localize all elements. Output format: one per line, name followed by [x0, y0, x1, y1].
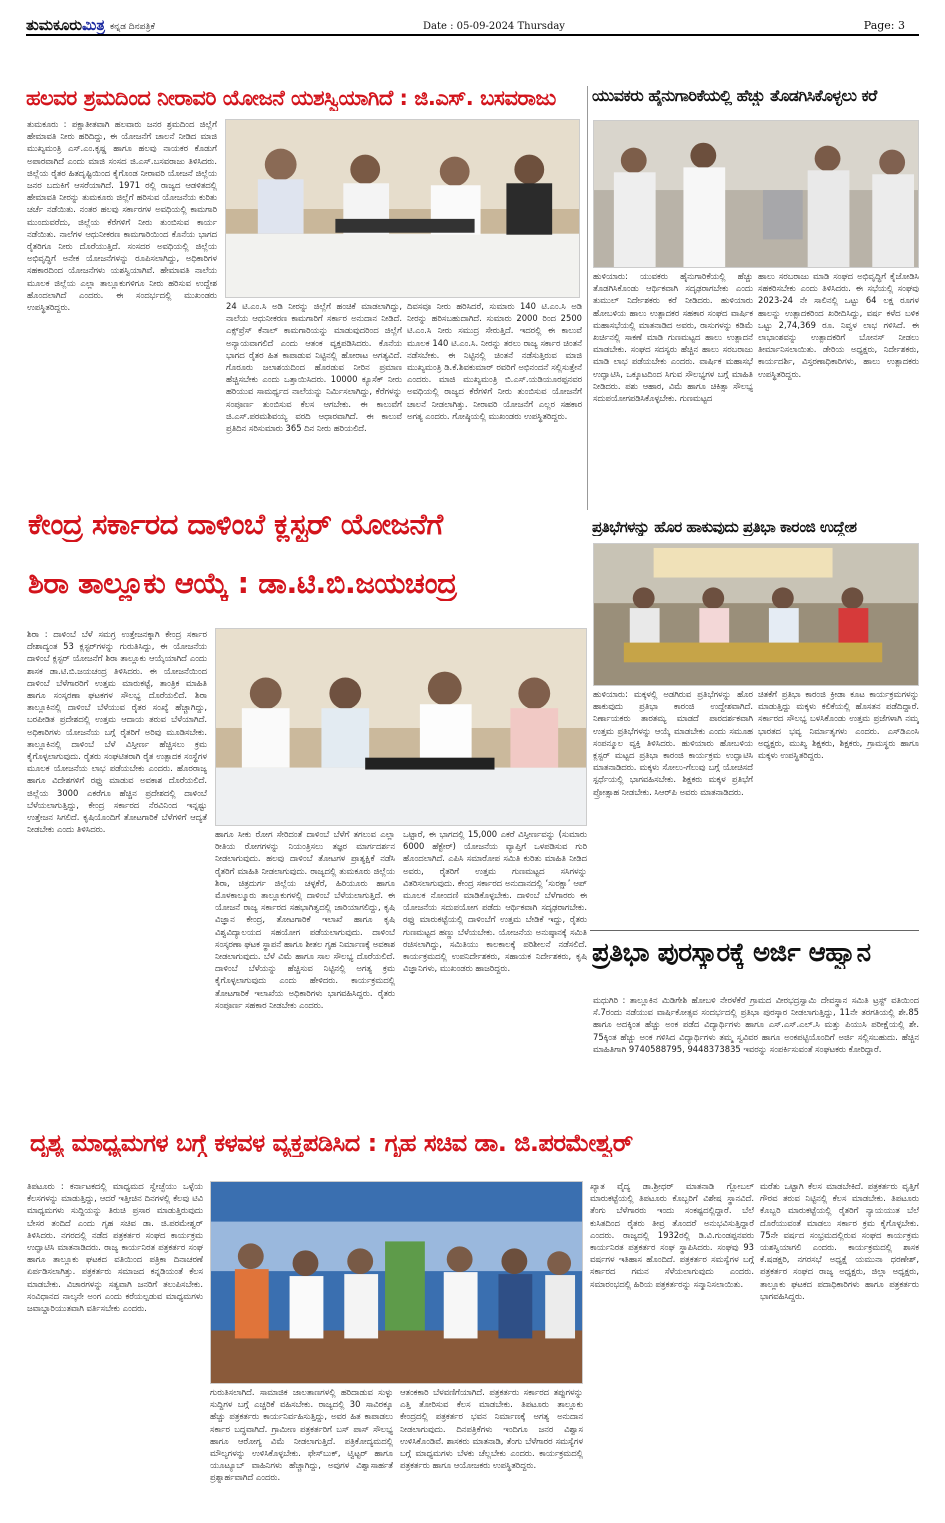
story6-col5: ಮರೆತು ಒಟ್ಟಾಗಿ ಕೆಲಸ ಮಾಡಬೇಕಿದೆ. ಪತ್ರಕರ್ತರು ವೃತ್ತಿಗೆ ಗೌರವ ತರುವ ನಿಟ್ಟಿನಲ್ಲಿ ಕೆಲಸ ಮಾಡಬೇಕು. ತಿಪಟೂರು ಕೊಬ್ಬರಿ ಮಾರುಕಟ್ಟೆಯಲ್ಲಿ ರೈತರಿಗೆ ನ್ಯಾಯಯುತ ಬೆಲೆ ದೊರೆಯುವಂತೆ ಮಾಡಲು ಸರ್ಕಾರ ಕ್ರಮ ಕೈಗೊಳ್ಳಬೇಕು. 75ನೇ ವರ್ಷದ ಸಂಭ್ರಮದಲ್ಲಿರುವ ಸಂಘದ ಕಾರ್ಯಕ್ರಮ ಯಶಸ್ವಿಯಾಗಲಿ ಎಂದರು. ಕಾರ್ಯಕ್ರಮದಲ್ಲಿ ಶಾಸಕ ಕೆ.ಷಡಕ್ಷರಿ, ನಗರಸಭೆ ಅಧ್ಯಕ್ಷೆ ಯಮುನಾ ಧರಣೇಶ್, ಪತ್ರಕರ್ತರ ಸಂಘದ ರಾಜ್ಯ ಅಧ್ಯಕ್ಷರು, ಜಿಲ್ಲಾ ಅಧ್ಯಕ್ಷರು, ತಾಲ್ಲೂಕು ಘಟಕದ ಪದಾಧಿಕಾರಿಗಳು ಹಾಗೂ ಪತ್ರಕರ್ತರು ಭಾಗವಹಿಸಿದ್ದರು.: [760, 1181, 919, 1301]
story4-col3: ಒಟ್ಟಾರೆ, ಈ ಭಾಗದಲ್ಲಿ 15,000 ಎಕರೆ ವಿಸ್ತೀರ್ಣವನ್ನು (ಸುಮಾರು 6000 ಹೆಕ್ಟೇರ್) ಯೋಜನೆಯ ವ್ಯಾಪ್ತಿಗೆ ಒಳಪಡಿಸುವ ಗುರಿ ಹೊಂದಲಾಗಿದೆ. ಎಪಿಸಿ ಸಮಾರೋಪ ಸಮಿತಿ ಕುರಿತು ಮಾಹಿತಿ ನೀಡಿದ ಅವರು, ರೈತರಿಗೆ ಉತ್ತಮ ಗುಣಮಟ್ಟದ ಸಸಿಗಳನ್ನು ವಿತರಿಸಲಾಗುವುದು. ಕೇಂದ್ರ ಸರ್ಕಾರದ ಅನುದಾನದಲ್ಲಿ ‘ಸುರಕ್ಷಾ’ ಆಪ್ ಮೂಲಕ ನೋಂದಣಿ ಮಾಡಿಕೊಳ್ಳಬೇಕು. ದಾಳಿಂಬೆ ಬೆಳೆಗಾರರು ಈ ಯೋಜನೆಯ ಸದುಪಯೋಗ ಪಡೆದು ಆರ್ಥಿಕವಾಗಿ ಸದೃಢರಾಗಬೇಕು. ರಫ್ತು ಮಾರುಕಟ್ಟೆಯಲ್ಲಿ ದಾಳಿಂಬೆಗೆ ಉತ್ತಮ ಬೇಡಿಕೆ ಇದ್ದು, ರೈತರು ಗುಣಮಟ್ಟದ ಹಣ್ಣು ಬೆಳೆಯಬೇಕು. ಯೋಜನೆಯ ಅನುಷ್ಠಾನಕ್ಕೆ ಸಮಿತಿ ರಚಿಸಲಾಗಿದ್ದು, ಸಮಿತಿಯು ಕಾಲಕಾಲಕ್ಕೆ ಪರಿಶೀಲನೆ ನಡೆಸಲಿದೆ. ಕಾರ್ಯಕ್ರಮದಲ್ಲಿ ಉಪನಿರ್ದೇಶಕರು, ಸಹಾಯಕ ನಿರ್ದೇಶಕರು, ಕೃಷಿ ವಿಜ್ಞಾನಿಗಳು, ಮುಖಂಡರು ಹಾಜರಿದ್ದರು.: [403, 829, 587, 974]
story1-photo: [225, 119, 580, 298]
dairy-meeting-photo: [594, 121, 918, 267]
story6-col3: ಆತಂಕಕಾರಿ ಬೆಳವಣಿಗೆಯಾಗಿದೆ. ಪತ್ರಕರ್ತರು ಸರ್ಕಾರದ ತಪ್ಪುಗಳನ್ನು ಎತ್ತಿ ತೋರಿಸುವ ಕೆಲಸ ಮಾಡಬೇಕು. ತಿಪಟೂರು ತಾಲ್ಲೂಕು ಕೇಂದ್ರದಲ್ಲಿ ಪತ್ರಕರ್ತರ ಭವನ ನಿರ್ಮಾಣಕ್ಕೆ ಅಗತ್ಯ ಅನುದಾನ ನೀಡಲಾಗುವುದು. ದಿನಪತ್ರಿಕೆಗಳು ಇಂದಿಗೂ ಜನರ ವಿಶ್ವಾಸ ಉಳಿಸಿಕೊಂಡಿವೆ. ಶಾಸಕರು ಮಾತನಾಡಿ, ತೆಂಗು ಬೆಳೆಗಾರರ ಸಮಸ್ಯೆಗಳ ಬಗ್ಗೆ ಮಾಧ್ಯಮಗಳು ಬೆಳಕು ಚೆಲ್ಲಬೇಕು ಎಂದರು. ಕಾರ್ಯಕ್ರಮದಲ್ಲಿ ಪತ್ರಕರ್ತರು ಹಾಗೂ ಆಯೋಜಕರು ಉಪಸ್ಥಿತರಿದ್ದರು.: [400, 1387, 583, 1471]
story6-col4: ಖ್ಯಾತ ವೈದ್ಯ ಡಾ.ಶ್ರೀಧರ್ ಮಾತನಾಡಿ ಗ್ಲೋಬಲ್ ಮಾರುಕಟ್ಟೆಯಲ್ಲಿ ತಿಪಟೂರು ಕೊಬ್ಬರಿಗೆ ವಿಶೇಷ ಸ್ಥಾನವಿದೆ. ತೆಂಗು ಬೆಳೆಗಾರರು ಇಂದು ಸಂಕಷ್ಟದಲ್ಲಿದ್ದಾರೆ. ಬೆಲೆ ಕುಸಿತದಿಂದ ರೈತರು ತೀವ್ರ ತೊಂದರೆ ಅನುಭವಿಸುತ್ತಿದ್ದಾರೆ ಎಂದರು. ರಾಜ್ಯದಲ್ಲಿ 1932ರಲ್ಲಿ ಡಿ.ವಿ.ಗುಂಡಪ್ಪನವರು ಕಾರ್ಯನಿರತ ಪತ್ರಕರ್ತರ ಸಂಘ ಸ್ಥಾಪಿಸಿದರು. ಸಂಘವು 93 ವರ್ಷಗಳ ಇತಿಹಾಸ ಹೊಂದಿದೆ. ಪತ್ರಕರ್ತರ ಸಮಸ್ಯೆಗಳ ಬಗ್ಗೆ ಸರ್ಕಾರದ ಗಮನ ಸೆಳೆಯಲಾಗುವುದು ಎಂದರು. ಸಮಾರಂಭದಲ್ಲಿ ಹಿರಿಯ ಪತ್ರಕರ್ತರನ್ನು ಸನ್ಮಾನಿಸಲಾಯಿತು.: [590, 1181, 754, 1289]
story3-col2: ಚಿತಕೆಗೆ ಪ್ರತಿಭಾ ಕಾರಂಜಿ ಕ್ರೀಡಾ ಕೂಟ ಕಾರ್ಯಕ್ರಮಗಳನ್ನು ಮಾಡುತ್ತಿದ್ದು ಮಕ್ಕಳು ಕಲಿಕೆಯಲ್ಲಿ ಹೊಸತನ ಪಡೆದಿದ್ದಾರೆ. ಸರ್ಕಾರದ ಸೌಲಭ್ಯ ಬಳಸಿಕೊಂಡು ಉತ್ತಮ ಪ್ರಜೆಗಳಾಗಿ ನಮ್ಮ ಭಾರತದ ಭವ್ಯ ನಿರ್ಮಾತೃಗಳು ಎಂದರು. ಎಸ್‌ಡಿಎಂಸಿ ಅಧ್ಯಕ್ಷರು, ಮುಖ್ಯ ಶಿಕ್ಷಕರು, ಶಿಕ್ಷಕರು, ಗ್ರಾಮಸ್ಥರು ಹಾಗೂ ಮಕ್ಕಳು ಉಪಸ್ಥಿತರಿದ್ದರು.: [758, 689, 919, 761]
issue-date: Date : 05-09-2024 Thursday: [423, 21, 565, 32]
story3-photo: [593, 543, 919, 686]
story2-col2: ಹಾಲು ಸರಬರಾಜು ಮಾಡಿ ಸಂಘದ ಅಭಿವೃದ್ಧಿಗೆ ಕೈಜೋಡಿಸಿ ಸಹಕರಿಸಬೇಕು ಎಂದು ತಿಳಿಸಿದರು. ಈ ಸಭೆಯಲ್ಲಿ ಸಂಘವು 2023-24 ನೇ ಸಾಲಿನಲ್ಲಿ ಒಟ್ಟು 64 ಲಕ್ಷ ರೂಗಳ ಹಾಲನ್ನು ಉತ್ಪಾದಕರಿಂದ ಖರೀದಿಸಿದ್ದು, ವರ್ಷ ಕಳೆದ ಬಳಿಕ ಒಟ್ಟು 2,74,369 ರೂ. ನಿವ್ವಳ ಲಾಭ ಗಳಿಸಿದೆ. ಈ ಲಾಭಾಂಶವನ್ನು ಉತ್ಪಾದಕರಿಗೆ ಬೋನಸ್ ನೀಡಲು ತೀರ್ಮಾನಿಸಲಾಯಿತು. ಡೇರಿಯ ಅಧ್ಯಕ್ಷರು, ನಿರ್ದೇಶಕರು, ಕಾರ್ಯದರ್ಶಿ, ವಿಸ್ತರಣಾಧಿಕಾರಿಗಳು, ಹಾಲು ಉತ್ಪಾದಕರು ಉಪಸ್ಥಿತರಿದ್ದರು.: [758, 271, 919, 379]
story5-top-rule: [590, 930, 919, 931]
pratibha-karanji-photo: [594, 544, 918, 685]
story4-col2: ಹಾಗೂ ಸೀಕು ರೋಗ ಸೇರಿದಂತೆ ದಾಳಿಂಬೆ ಬೆಳೆಗೆ ತಗಲುವ ಎಲ್ಲಾ ರೀತಿಯ ರೋಗಗಳನ್ನು ನಿಯಂತ್ರಿಸಲು ತಜ್ಞರ ಮಾರ್ಗದರ್ಶನ ನೀಡಲಾಗುವುದು. ಹಲವು ದಾಳಿಂಬೆ ತೋಟಗಳ ಪ್ರಾತ್ಯಕ್ಷಿಕೆ ನಡೆಸಿ ರೈತರಿಗೆ ಮಾಹಿತಿ ನೀಡಲಾಗುವುದು. ರಾಜ್ಯದಲ್ಲಿ ತುಮಕೂರು ಜಿಲ್ಲೆಯ ಶಿರಾ, ಚಿತ್ರದುರ್ಗ ಜಿಲ್ಲೆಯ ಚಳ್ಳಕೆರೆ, ಹಿರಿಯೂರು ಹಾಗೂ ಮೊಳಕಾಲ್ಮೂರು ತಾಲ್ಲೂಕುಗಳಲ್ಲಿ ದಾಳಿಂಬೆ ಬೆಳೆಯಲಾಗುತ್ತಿದೆ. ಈ ಯೋಜನೆ ರಾಜ್ಯ ಸರ್ಕಾರದ ಸಹಭಾಗಿತ್ವದಲ್ಲಿ ಜಾರಿಯಾಗಲಿದ್ದು, ಕೃಷಿ ವಿಜ್ಞಾನ ಕೇಂದ್ರ, ತೋಟಗಾರಿಕೆ ಇಲಾಖೆ ಹಾಗೂ ಕೃಷಿ ವಿಶ್ವವಿದ್ಯಾಲಯದ ಸಹಯೋಗ ಪಡೆಯಲಾಗುವುದು. ದಾಳಿಂಬೆ ಸಂಸ್ಕರಣಾ ಘಟಕ ಸ್ಥಾಪನೆ ಹಾಗೂ ಶೀತಲ ಗೃಹ ನಿರ್ಮಾಣಕ್ಕೆ ಅವಕಾಶ ನೀಡಲಾಗುವುದು. ಬೆಳೆ ವಿಮೆ ಹಾಗೂ ಸಾಲ ಸೌಲಭ್ಯ ದೊರೆಯಲಿದೆ. ದಾಳಿಂಬೆ ಬೆಳೆಯನ್ನು ಹೆಚ್ಚಿಸುವ ನಿಟ್ಟಿನಲ್ಲಿ ಅಗತ್ಯ ಕ್ರಮ ಕೈಗೊಳ್ಳಲಾಗುವುದು ಎಂದು ಹೇಳಿದರು. ಕಾರ್ಯಕ್ರಮದಲ್ಲಿ ತೋಟಗಾರಿಕೆ ಇಲಾಖೆಯ ಅಧಿಕಾರಿಗಳು ಭಾಗವಹಿಸಿದ್ದರು. ರೈತರು ಸಂಪೂರ್ಣ ಸಹಕಾರ ನೀಡಬೇಕು ಎಂದರು.: [215, 829, 395, 1010]
masthead: [26, 12, 919, 34]
story1-headline: ಹಲವರ ಶ್ರಮದಿಂದ ನೀರಾವರಿ ಯೋಜನೆ ಯಶಸ್ವಿಯಾಗಿದೆ : ಜಿ.ಎಸ್. ಬಸವರಾಜು: [26, 86, 556, 110]
story6-col2: ಗುರುತಿಸಲಾಗಿದೆ. ಸಾಮಾಜಿಕ ಜಾಲತಾಣಗಳಲ್ಲಿ ಹರಿದಾಡುವ ಸುಳ್ಳು ಸುದ್ದಿಗಳ ಬಗ್ಗೆ ಎಚ್ಚರಿಕೆ ವಹಿಸಬೇಕು. ರಾಜ್ಯದಲ್ಲಿ 30 ಸಾವಿರಕ್ಕೂ ಹೆಚ್ಚು ಪತ್ರಕರ್ತರು ಕಾರ್ಯನಿರ್ವಹಿಸುತ್ತಿದ್ದು, ಅವರ ಹಿತ ಕಾಪಾಡಲು ಸರ್ಕಾರ ಬದ್ಧವಾಗಿದೆ. ಗ್ರಾಮೀಣ ಪತ್ರಕರ್ತರಿಗೆ ಬಸ್ ಪಾಸ್ ಸೌಲಭ್ಯ ಹಾಗೂ ಆರೋಗ್ಯ ವಿಮೆ ನೀಡಲಾಗುತ್ತಿದೆ. ಪತ್ರಿಕೋದ್ಯಮದಲ್ಲಿ ಮೌಲ್ಯಗಳನ್ನು ಉಳಿಸಿಕೊಳ್ಳಬೇಕು. ಫೇಸ್‌ಬುಕ್, ಟ್ವಿಟ್ಟರ್ ಹಾಗೂ ಯೂಟ್ಯೂಬ್ ವಾಹಿನಿಗಳು ಹೆಚ್ಚಾಗಿದ್ದು, ಅವುಗಳ ವಿಶ್ವಾಸಾರ್ಹತೆ ಪ್ರಶ್ನಾರ್ಹವಾಗಿದೆ ಎಂದರು.: [210, 1387, 393, 1483]
story6-col1: ತಿಪಟೂರು : ಕರ್ನಾಟಕದಲ್ಲಿ ಮಾಧ್ಯಮದ ಸ್ವೇಚ್ಛೆಯು ಒಳ್ಳೆಯ ಕೆಲಸಗಳನ್ನು ಮಾಡುತ್ತಿದ್ದು, ಆದರೆ ಇತ್ತೀಚಿನ ದಿನಗಳಲ್ಲಿ ಕೆಲವು ಟಿವಿ ಮಾಧ್ಯಮಗಳು ಸುದ್ದಿಯನ್ನು ತಿರುಚಿ ಪ್ರಸಾರ ಮಾಡುತ್ತಿರುವುದು ಬೇಸರ ತಂದಿದೆ ಎಂದು ಗೃಹ ಸಚಿವ ಡಾ. ಜಿ.ಪರಮೇಶ್ವರ್ ತಿಳಿಸಿದರು. ನಗರದಲ್ಲಿ ನಡೆದ ಪತ್ರಕರ್ತರ ಸಂಘದ ಕಾರ್ಯಕ್ರಮ ಉದ್ಘಾಟಿಸಿ ಮಾತನಾಡಿದರು. ರಾಜ್ಯ ಕಾರ್ಯನಿರತ ಪತ್ರಕರ್ತರ ಸಂಘ ಹಾಗೂ ತಾಲ್ಲೂಕು ಘಟಕದ ವತಿಯಿಂದ ಪತ್ರಿಕಾ ದಿನಾಚರಣೆ ಏರ್ಪಡಿಸಲಾಗಿತ್ತು. ಪತ್ರಕರ್ತರು ಸಮಾಜದ ಕನ್ನಡಿಯಂತೆ ಕೆಲಸ ಮಾಡಬೇಕು. ವಿಚಾರಗಳನ್ನು ಸತ್ಯವಾಗಿ ಜನರಿಗೆ ತಲುಪಿಸಬೇಕು. ಸಂವಿಧಾನದ ನಾಲ್ಕನೇ ಅಂಗ ಎಂದು ಕರೆಯಲ್ಪಡುವ ಮಾಧ್ಯಮಗಳು ಜವಾಬ್ದಾರಿಯುತವಾಗಿ ವರ್ತಿಸಬೇಕು ಎಂದರು.: [27, 1181, 203, 1314]
column-divider: [587, 86, 588, 510]
story1-col3: ದಿವಸವೂ ನೀರು ಹರಿಸಿದರೆ, ಸುಮಾರು 140 ಟಿ.ಎಂ.ಸಿ ಅಡಿ ನೀರನ್ನು ಹರಿಸಬಹುದಾಗಿದೆ. ಸುಮಾರು 2000 ರಿಂದ 2500 ಟಿ.ಎಂ.ಸಿ ನೀರು ಸಮುದ್ರ ಸೇರುತ್ತಿದೆ. ಇದರಲ್ಲಿ ಈ ಕಾಲುವೆ ಮೂಲಕ 140 ಟಿ.ಎಂ.ಸಿ. ನೀರನ್ನು ತರಲು ರಾಜ್ಯ ಸರ್ಕಾರ ಚಿಂತನೆ ನಡೆಸಬೇಕು. ಈ ನಿಟ್ಟಿನಲ್ಲಿ ಚಿಂತನೆ ನಡೆಸುತ್ತಿರುವ ಮಾಜಿ ಮುಖ್ಯಮಂತ್ರಿ ಡಿ.ಕೆ.ಶಿವಕುಮಾರ್ ರವರಿಗೆ ಅಭಿನಂದನೆ ಸಲ್ಲಿಸುತ್ತೇನೆ ಎಂದರು. ಮಾಜಿ ಮುಖ್ಯಮಂತ್ರಿ ಬಿ.ಎಸ್.ಯಡಿಯೂರಪ್ಪನವರ ಅವಧಿಯಲ್ಲಿ ರಾಜ್ಯದ ಕೆರೆಗಳಿಗೆ ನೀರು ತುಂಬಿಸುವ ಯೋಜನೆಗೆ ಚಾಲನೆ ನೀಡಲಾಗಿತ್ತು. ನೀರಾವರಿ ಯೋಜನೆಗೆ ಎಲ್ಲರ ಸಹಕಾರ ಅಗತ್ಯ ಎಂದರು. ಗೋಷ್ಠಿಯಲ್ಲಿ ಮುಖಂಡರು ಉಪಸ್ಥಿತರಿದ್ದರು.: [407, 301, 582, 421]
journalists-event-photo: [211, 1182, 582, 1383]
masthead-rule: [26, 34, 919, 36]
story4-headline-line2: ಶಿರಾ ತಾಲ್ಲೂಕು ಆಯ್ಕೆ : ಡಾ.ಟಿ.ಬಿ.ಜಯಚಂದ್ರ: [28, 566, 457, 600]
story3-col1: ಹುಳಿಯಾರು: ಮಕ್ಕಳಲ್ಲಿ ಅಡಗಿರುವ ಪ್ರತಿಭೆಗಳನ್ನು ಹೊರ ಹಾಕುವುದು ಪ್ರತಿಭಾ ಕಾರಂಜಿ ಉದ್ದೇಶವಾಗಿದೆ. ನಿರ್ಣಾಯಕರು ತಾರತಮ್ಯ ಮಾಡದೆ ಪಾರದರ್ಶಕವಾಗಿ ಉತ್ತಮ ಪ್ರತಿಭೆಗಳನ್ನು ಆಯ್ಕೆ ಮಾಡಬೇಕು ಎಂದು ಸಮೂಹ ಸಂಪನ್ಮೂಲ ವ್ಯಕ್ತಿ ತಿಳಿಸಿದರು. ಹುಳಿಯಾರು ಹೋಬಳಿಯ ಕ್ಲಸ್ಟರ್ ಮಟ್ಟದ ಪ್ರತಿಭಾ ಕಾರಂಜಿ ಕಾರ್ಯಕ್ರಮ ಉದ್ಘಾಟಿಸಿ ಮಾತನಾಡಿದರು. ಮಕ್ಕಳು ಸೋಲು-ಗೆಲುವು ಬಗ್ಗೆ ಯೋಚಿಸದೆ ಸ್ಪರ್ಧೆಯಲ್ಲಿ ಭಾಗವಹಿಸಬೇಕು. ಶಿಕ್ಷಕರು ಮಕ್ಕಳ ಪ್ರತಿಭೆಗೆ ಪ್ರೋತ್ಸಾಹ ನೀಡಬೇಕು. ಸಿಆರ್‌ಪಿ ಅವರು ಮಾತನಾಡಿದರು.: [593, 689, 753, 797]
story1-col1: ತುಮಕೂರು : ಪಕ್ಷಾತೀತವಾಗಿ ಹಲವಾರು ಜನರ ಶ್ರಮದಿಂದ ಜಿಲ್ಲೆಗೆ ಹೇಮಾವತಿ ನೀರು ಹರಿದಿದ್ದು, ಈ ಯೋಜನೆಗೆ ಚಾಲನೆ ನೀಡಿದ ಮಾಜಿ ಮುಖ್ಯಮಂತ್ರಿ ಎಸ್.ಎಂ.ಕೃಷ್ಣ ಹಾಗೂ ಹಲವು ನಾಯಕರ ಕೊಡುಗೆ ಅಪಾರವಾಗಿದೆ ಎಂದು ಮಾಜಿ ಸಂಸದ ಜಿ.ಎಸ್.ಬಸವರಾಜು ತಿಳಿಸಿದರು. ಜಿಲ್ಲೆಯ ರೈತರ ಹಿತದೃಷ್ಟಿಯಿಂದ ಕೈಗೊಂಡ ನೀರಾವರಿ ಯೋಜನೆ ಜಿಲ್ಲೆಯ ಜನರ ಬದುಕಿಗೆ ಆಸರೆಯಾಗಿದೆ. 1971 ರಲ್ಲಿ ರಾಜ್ಯದ ಆಡಳಿತದಲ್ಲಿ ಹೇಮಾವತಿ ನೀರನ್ನು ತುಮಕೂರು ಜಿಲ್ಲೆಗೆ ಹರಿಸುವ ಯೋಜನೆಯ ಕುರಿತು ಚರ್ಚೆ ನಡೆಯಿತು. ನಂತರ ಹಲವು ಸರ್ಕಾರಗಳ ಅವಧಿಯಲ್ಲಿ ಕಾಮಗಾರಿ ಮುಂದುವರೆದು, ಜಿಲ್ಲೆಯ ಕೆರೆಗಳಿಗೆ ನೀರು ತುಂಬಿಸುವ ಕಾರ್ಯ ನಡೆಯಿತು. ನಾಲೆಗಳ ಆಧುನೀಕರಣ ಕಾಮಗಾರಿಯಿಂದ ಕೊನೆಯ ಭಾಗದ ರೈತರಿಗೂ ನೀರು ದೊರೆಯುತ್ತಿದೆ. ಸಂಸದರ ಅವಧಿಯಲ್ಲಿ ಜಿಲ್ಲೆಯ ಅಭಿವೃದ್ಧಿಗೆ ಅನೇಕ ಯೋಜನೆಗಳನ್ನು ರೂಪಿಸಲಾಗಿದ್ದು, ಅಧಿಕಾರಿಗಳ ಸಹಕಾರದಿಂದ ಯೋಜನೆಗಳು ಯಶಸ್ವಿಯಾಗಿವೆ. ಹೇಮಾವತಿ ನಾಲೆಯ ಮೂಲಕ ಜಿಲ್ಲೆಯ ಎಲ್ಲಾ ತಾಲ್ಲೂಕುಗಳಿಗೂ ನೀರು ಹರಿಸುವ ಉದ್ದೇಶ ಹೊಂದಲಾಗಿದೆ ಎಂದರು. ಈ ಸಂದರ್ಭದಲ್ಲಿ ಮುಖಂಡರು ಉಪಸ್ಥಿತರಿದ್ದರು.: [27, 119, 217, 313]
brand-part-b: ಮಿತ್ರ: [82, 16, 105, 34]
masthead-brand: [26, 16, 105, 34]
story2-photo: [593, 120, 919, 268]
story6-photo: [210, 1181, 583, 1384]
story1-col2: 24 ಟಿ.ಎಂ.ಸಿ ಅಡಿ ನೀರನ್ನು ಜಿಲ್ಲೆಗೆ ಹಂಚಿಕೆ ಮಾಡಲಾಗಿದ್ದು, ನಾಲೆಯ ಆಧುನೀಕರಣ ಕಾಮಗಾರಿಗೆ ಸರ್ಕಾರ ಅನುದಾನ ನೀಡಿದೆ. ಎಕ್ಸ್‌ಪ್ರೆಸ್ ಕೆನಾಲ್ ಕಾಮಗಾರಿಯನ್ನು ಮಾಡುವುದರಿಂದ ಜಿಲ್ಲೆಗೆ ಅನ್ಯಾಯವಾಗಲಿದೆ ಎಂದು ಆತಂಕ ವ್ಯಕ್ತಪಡಿಸಿದರು. ಕೊನೆಯ ಭಾಗದ ರೈತರ ಹಿತ ಕಾಪಾಡುವ ನಿಟ್ಟಿನಲ್ಲಿ ಹೋರಾಟ ಅಗತ್ಯವಿದೆ. ಗೊರೂರು ಜಲಾಶಯದಿಂದ ಹೊರಡುವ ನೀರಿನ ಪ್ರಮಾಣ ಹೆಚ್ಚಿಸಬೇಕು ಎಂದು ಒತ್ತಾಯಿಸಿದರು. 10000 ಕ್ಯೂಸೆಕ್ ನೀರು ಹರಿಯುವ ಸಾಮರ್ಥ್ಯದ ನಾಲೆಯನ್ನು ನಿರ್ಮಿಸಲಾಗಿದ್ದು, ಕೆರೆಗಳನ್ನು ಸಂಪೂರ್ಣ ತುಂಬಿಸುವ ಕೆಲಸ ಆಗಬೇಕು. ಈ ಕಾಲುವೆಗೆ ಜಿ.ಎಸ್.ಪರಮಶಿವಯ್ಯ ವರದಿ ಆಧಾರವಾಗಿದೆ. ಈ ಕಾಲುವೆ ಪ್ರತಿದಿನ ಸರಿಸುಮಾರು 365 ದಿನ ನೀರು ಹರಿಯಲಿದೆ.: [226, 301, 402, 434]
story5-body: ಮಧುಗಿರಿ : ತಾಲ್ಲೂಕಿನ ಮಿಡಿಗೇಶಿ ಹೋಬಳಿ ನೇರಳೆಕೆರೆ ಗ್ರಾಮದ ವೀರಭದ್ರಸ್ವಾಮಿ ದೇವಸ್ಥಾನ ಸಮಿತಿ ಟ್ರಸ್ಟ್ ವತಿಯಿಂದ ಸೆ.7ರಂದು ನಡೆಯುವ ವಾರ್ಷಿಕೋತ್ಸವ ಸಂದರ್ಭದಲ್ಲಿ ಪ್ರತಿಭಾ ಪುರಸ್ಕಾರ ನೀಡಲಾಗುತ್ತಿದ್ದು, 11ನೇ ತರಗತಿಯಲ್ಲಿ ಶೇ.85 ಹಾಗೂ ಅದಕ್ಕಿಂತ ಹೆಚ್ಚು ಅಂಕ ಪಡೆದ ವಿದ್ಯಾರ್ಥಿಗಳು ಹಾಗೂ ಎಸ್.ಎಸ್.ಎಲ್.ಸಿ ಮತ್ತು ಪಿಯುಸಿ ಪರೀಕ್ಷೆಯಲ್ಲಿ ಶೇ. 75ಕ್ಕಿಂತ ಹೆಚ್ಚು ಅಂಕ ಗಳಿಸಿದ ವಿದ್ಯಾರ್ಥಿಗಳು ತಮ್ಮ ಸ್ವವಿವರ ಹಾಗೂ ಅಂಕಪಟ್ಟಿಯೊಂದಿಗೆ ಅರ್ಜಿ ಸಲ್ಲಿಸಬಹುದು. ಹೆಚ್ಚಿನ ಮಾಹಿತಿಗಾಗಿ 9740588795, 9448373835 ಇವರನ್ನು ಸಂಪರ್ಕಿಸುವಂತೆ ಸಂಘಟಕರು ಕೋರಿದ್ದಾರೆ.: [593, 995, 919, 1054]
story4-photo: [215, 628, 587, 826]
story2-col1: ಹುಳಿಯಾರು: ಯುವಕರು ಹೈನುಗಾರಿಕೆಯಲ್ಲಿ ಹೆಚ್ಚು ತೊಡಗಿಸಿಕೊಂಡು ಆರ್ಥಿಕವಾಗಿ ಸದೃಢರಾಗಬೇಕು ಎಂದು ತುಮುಲ್ ನಿರ್ದೇಶಕರು ಕರೆ ನೀಡಿದರು. ಹುಳಿಯಾರು ಹೋಬಳಿಯ ಹಾಲು ಉತ್ಪಾದಕರ ಸಹಕಾರ ಸಂಘದ ವಾರ್ಷಿಕ ಮಹಾಸಭೆಯಲ್ಲಿ ಮಾತನಾಡಿದ ಅವರು, ರಾಸುಗಳನ್ನು ಕಡಿಮೆ ಖರ್ಚಿನಲ್ಲಿ ಸಾಕಣೆ ಮಾಡಿ ಗುಣಮಟ್ಟದ ಹಾಲು ಉತ್ಪಾದನೆ ಮಾಡಬೇಕು. ಸಂಘದ ಸದಸ್ಯರು ಹೆಚ್ಚಿನ ಹಾಲು ಸರಬರಾಜು ಮಾಡಿ ಲಾಭ ಪಡೆಯಬೇಕು ಎಂದರು. ವಾರ್ಷಿಕ ಮಹಾಸಭೆ ಉದ್ಘಾಟಿಸಿ, ಒಕ್ಕೂಟದಿಂದ ಸಿಗುವ ಸೌಲಭ್ಯಗಳ ಬಗ್ಗೆ ಮಾಹಿತಿ ನೀಡಿದರು. ಪಶು ಆಹಾರ, ವಿಮೆ ಹಾಗೂ ಚಿಕಿತ್ಸಾ ಸೌಲಭ್ಯ ಸದುಪಯೋಗಪಡಿಸಿಕೊಳ್ಳಬೇಕು. ಗುಣಮಟ್ಟದ: [593, 271, 753, 404]
press-meet-photo: [226, 120, 579, 297]
story2-headline: ಯುವಕರು ಹೈನುಗಾರಿಕೆಯಲ್ಲಿ ಹೆಚ್ಚು ತೊಡಗಿಸಿಕೊಳ್ಳಲು ಕರೆ: [592, 86, 877, 105]
story5-headline: ಪ್ರತಿಭಾ ಪುರಸ್ಕಾರಕ್ಕೆ ಅರ್ಜಿ ಆಹ್ವಾನ: [592, 938, 871, 968]
story3-headline: ಪ್ರತಿಭೆಗಳನ್ನು ಹೊರ ಹಾಕುವುದು ಪ್ರತಿಭಾ ಕಾರಂಜಿ ಉದ್ದೇಶ: [592, 518, 857, 536]
story6-headline: ದೃಶ್ಯ ಮಾಧ್ಯಮಗಳ ಬಗ್ಗೆ ಕಳವಳ ವ್ಯಕ್ತಪಡಿಸಿದ : ಗೃಹ ಸಚಿವ ಡಾ. ಜಿ.ಪರಮೇಶ್ವರ್: [30, 1129, 633, 1157]
page-number: Page: 3: [863, 19, 905, 32]
horticulture-press-photo: [216, 629, 586, 825]
masthead-subtitle: ಕನ್ನಡ ದಿನಪತ್ರಿಕೆ: [109, 22, 155, 32]
brand-part-a: ತುಮಕೂರು: [26, 16, 83, 34]
story4-headline-line1: ಕೇಂದ್ರ ಸರ್ಕಾರದ ದಾಳಿಂಬೆ ಕ್ಲಸ್ಟರ್ ಯೋಜನೆಗೆ: [28, 507, 443, 541]
story4-col1: ಶಿರಾ : ದಾಳಿಂಬೆ ಬೆಳೆ ಸಮಗ್ರ ಉತ್ತೇಜನಕ್ಕಾಗಿ ಕೇಂದ್ರ ಸರ್ಕಾರ ದೇಶಾದ್ಯಂತ 53 ಕ್ಲಸ್ಟರ್‌ಗಳನ್ನು ಗುರುತಿಸಿದ್ದು, ಈ ಯೋಜನೆಯ ದಾಳಿಂಬೆ ಕ್ಲಸ್ಟರ್ ಯೋಜನೆಗೆ ಶಿರಾ ತಾಲ್ಲೂಕು ಆಯ್ಕೆಯಾಗಿದೆ ಎಂದು ಶಾಸಕ ಡಾ.ಟಿ.ಬಿ.ಜಯಚಂದ್ರ ತಿಳಿಸಿದರು. ಈ ಯೋಜನೆಯಿಂದ ದಾಳಿಂಬೆ ಬೆಳೆಗಾರರಿಗೆ ಉತ್ತಮ ಮಾರುಕಟ್ಟೆ, ತಾಂತ್ರಿಕ ಮಾಹಿತಿ ಹಾಗೂ ಸಂಸ್ಕರಣಾ ಘಟಕಗಳ ಸೌಲಭ್ಯ ದೊರೆಯಲಿದೆ. ಶಿರಾ ತಾಲ್ಲೂಕಿನಲ್ಲಿ ದಾಳಿಂಬೆ ಬೆಳೆಯುವ ರೈತರ ಸಂಖ್ಯೆ ಹೆಚ್ಚಾಗಿದ್ದು, ಬರಪೀಡಿತ ಪ್ರದೇಶದಲ್ಲಿ ಉತ್ತಮ ಆದಾಯ ತರುವ ಬೆಳೆಯಾಗಿದೆ. ಅಧಿಕಾರಿಗಳು ಯೋಜನೆಯ ಬಗ್ಗೆ ರೈತರಿಗೆ ಅರಿವು ಮೂಡಿಸಬೇಕು. ತಾಲ್ಲೂಕಿನಲ್ಲಿ ದಾಳಿಂಬೆ ಬೆಳೆ ವಿಸ್ತೀರ್ಣ ಹೆಚ್ಚಿಸಲು ಕ್ರಮ ಕೈಗೊಳ್ಳಲಾಗುವುದು. ರೈತರು ಸಂಘಟಿತರಾಗಿ ರೈತ ಉತ್ಪಾದಕ ಸಂಸ್ಥೆಗಳ ಮೂಲಕ ಯೋಜನೆಯ ಲಾಭ ಪಡೆಯಬೇಕು ಎಂದರು. ಹೊರರಾಜ್ಯ ಹಾಗೂ ವಿದೇಶಗಳಿಗೆ ರಫ್ತು ಮಾಡುವ ಅವಕಾಶ ದೊರೆಯಲಿದೆ. ಜಿಲ್ಲೆಯ 3000 ಎಕರೆಗೂ ಹೆಚ್ಚಿನ ಪ್ರದೇಶದಲ್ಲಿ ದಾಳಿಂಬೆ ಬೆಳೆಯಲಾಗುತ್ತಿದ್ದು, ಕೇಂದ್ರ ಸರ್ಕಾರದ ನೆರವಿನಿಂದ ಇನ್ನಷ್ಟು ಉತ್ತೇಜನ ಸಿಗಲಿದೆ. ಕೃಷಿಯೊಂದಿಗೆ ತೋಟಗಾರಿಕೆ ಬೆಳೆಗಳಿಗೆ ಆದ್ಯತೆ ನೀಡಬೇಕು ಎಂದು ತಿಳಿಸಿದರು.: [27, 629, 207, 835]
